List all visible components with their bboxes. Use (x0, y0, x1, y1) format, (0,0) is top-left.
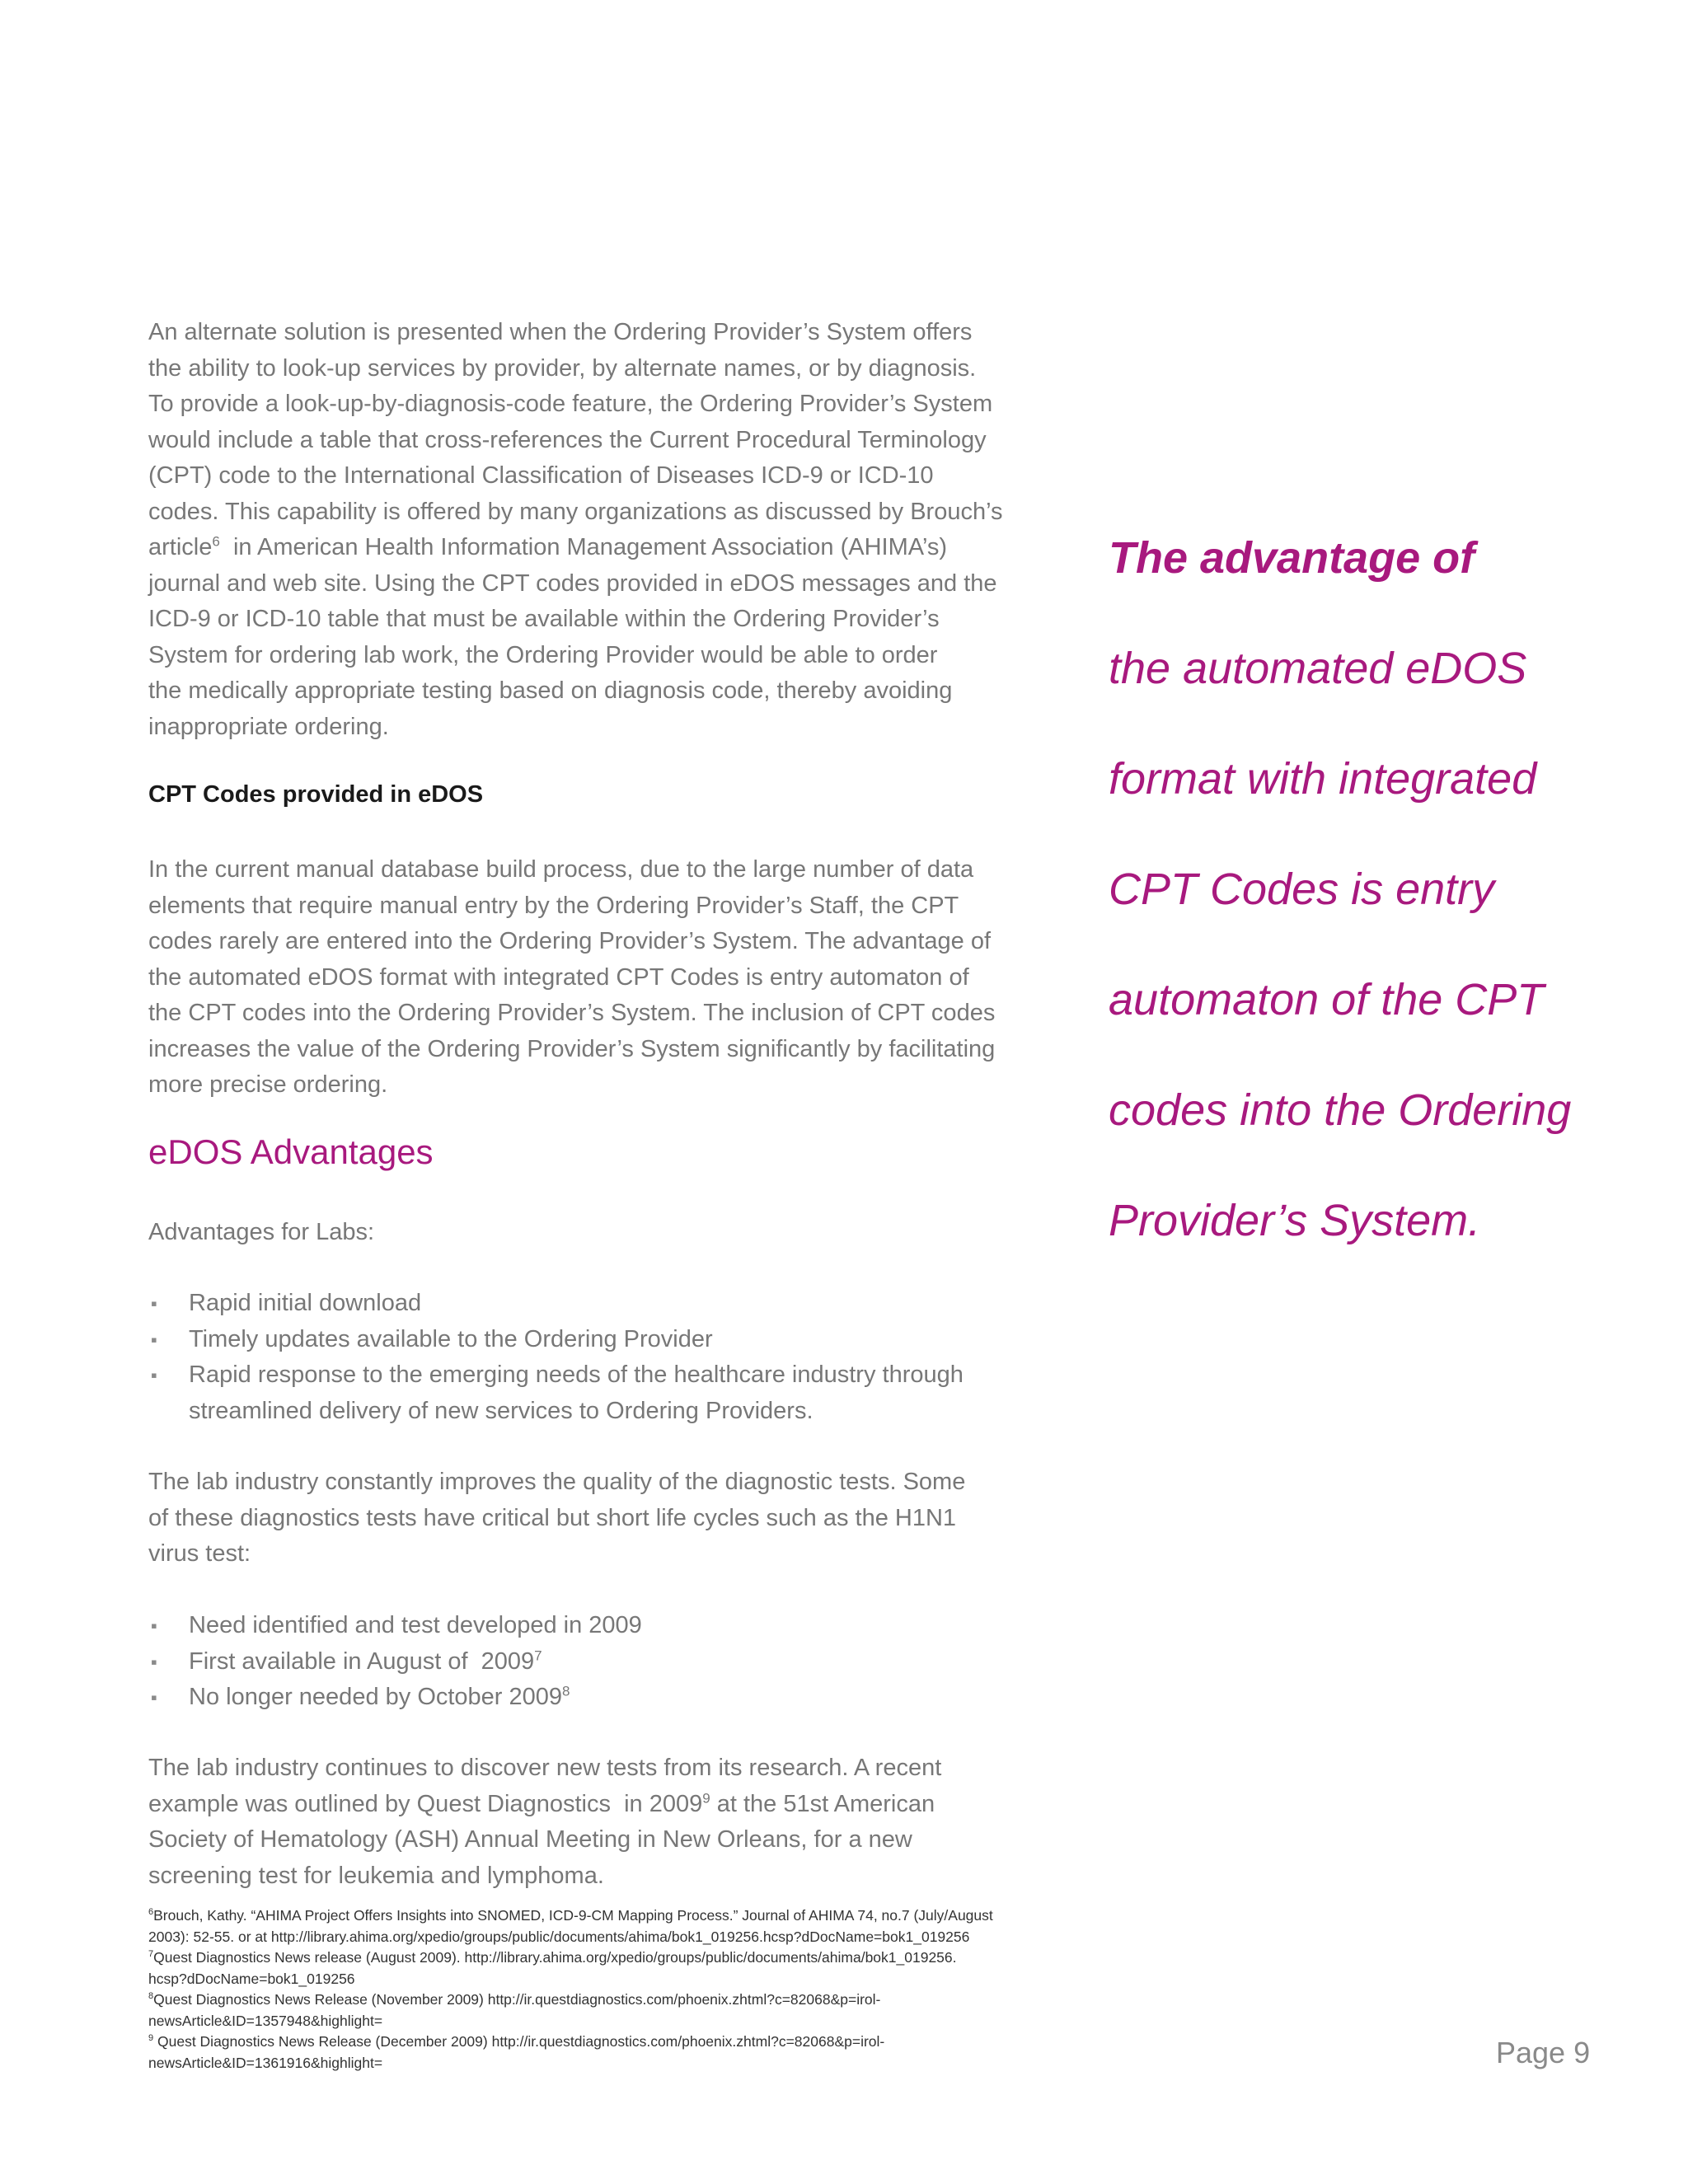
lab-advantages-list-wrap (148, 1286, 1063, 1429)
text-line: System for ordering lab work, the Ordering Provider would be able to order (148, 641, 938, 668)
list-item-text: Need identified and test developed in 2009 (189, 1612, 642, 1638)
text-line: An alternate solution is presented when the Ordering Provider’s System offers (148, 319, 973, 345)
text-line: In the current manual database build process, due to the large number of data (148, 856, 974, 883)
bullet-icon: ▪ (151, 1365, 157, 1385)
footnote-ref-9[interactable]: 9 (702, 1789, 710, 1806)
footnote-ref-6[interactable]: 6 (212, 533, 220, 550)
footnote-9 (148, 2032, 1063, 2074)
advantages-title-wrap (148, 1132, 1063, 1172)
footnote-ref-8[interactable]: 8 (562, 1683, 570, 1699)
text-line: ICD-9 or ICD-10 table that must be available within the Ordering Provider’s (148, 606, 940, 632)
pull-quote (1109, 503, 1603, 1276)
pull-quote-line: the automated eDOS (1109, 644, 1527, 693)
footnote-text[interactable]: Quest Diagnostics News Release (November 2009) http://ir.questdiagnostics.com/phoenix.zhtml?c=82068&p=irol- (153, 1991, 881, 2008)
text-fragment: at the 51st American (710, 1790, 935, 1817)
list-item-text: First available in August of 2009 (189, 1647, 535, 1675)
text-line: the automated eDOS format with integrated CPT Codes is entry automaton of (148, 963, 969, 991)
text-line: journal and web site. Using the CPT codes provided in eDOS messages and the (148, 569, 997, 597)
text-fragment: article (148, 534, 213, 560)
footnote-ref-7[interactable]: 7 (534, 1647, 542, 1663)
footnotes (148, 1905, 1063, 2074)
text-line: To provide a look-up-by-diagnosis-code feature, the Ordering Provider’s System (148, 391, 993, 417)
text-line: virus test: (148, 1540, 251, 1567)
text-line: inappropriate ordering. (148, 713, 389, 740)
list-item-text: Rapid response to the emerging needs of the healthcare industry through (189, 1361, 964, 1388)
lab-advantages-list (148, 1286, 1063, 1429)
text-line: The lab industry continues to discover new tests from its research. A recent (148, 1755, 942, 1781)
h1n1-timeline-list (148, 1608, 1063, 1716)
list-item (148, 1286, 1063, 1322)
text-line: The lab industry constantly improves the quality of the diagnostic tests. Some (148, 1469, 966, 1495)
research-paragraph (148, 1750, 1063, 1894)
text-fragment: in American Health Information Management Association (AHIMA’s) (219, 534, 948, 560)
text-line: codes. This capability is offered by many organizations as discussed by Brouch’s (148, 498, 1003, 525)
text-line (148, 1787, 1063, 1823)
list-item-text: Timely updates available to the Ordering Provider (189, 1325, 713, 1352)
bullet-icon: ▪ (151, 1293, 157, 1314)
footnote-7 (148, 1947, 1063, 1990)
section-title: eDOS Advantages (148, 1132, 434, 1171)
text-line: more precise ordering. (148, 1071, 388, 1098)
pull-quote-line: automaton of the CPT (1109, 975, 1545, 1024)
list-item (148, 1680, 1063, 1716)
pull-quote-line: The advantage of (1109, 533, 1475, 583)
footnote-8 (148, 1990, 1063, 2032)
text-fragment: example was outlined by Quest Diagnostics in 2009 (148, 1790, 703, 1817)
text-line: of these diagnostics tests have critical but short life cycles such as the H1N1 (148, 1504, 957, 1531)
pull-quote-line: format with integrated (1109, 754, 1537, 804)
pull-quote-line: Provider’s System. (1109, 1196, 1481, 1245)
footnote-number: 6 (148, 1907, 154, 1918)
bullet-icon: ▪ (151, 1651, 157, 1672)
footnote-number: 8 (148, 1991, 154, 2002)
list-item (148, 1608, 1063, 1644)
text-line: elements that require manual entry by the Ordering Provider’s Staff, the CPT (148, 892, 959, 919)
cpt-section-heading-wrap (148, 781, 1063, 808)
cpt-paragraph (148, 852, 1063, 1104)
text-line: (CPT) code to the International Classification of Diseases ICD-9 or ICD-10 (148, 462, 934, 489)
lab-industry-paragraph (148, 1465, 1063, 1572)
list-item-text: No longer needed by October 2009 (189, 1684, 563, 1710)
text-line: codes rarely are entered into the Ordering Provider’s System. The advantage of (148, 928, 992, 954)
footnote-number: 9 (148, 2033, 154, 2044)
list-item (148, 1644, 1063, 1680)
text-line: the medically appropriate testing based on diagnosis code, thereby avoiding (148, 677, 953, 704)
text-line: the ability to look-up services by provider, by alternate names, or by diagnosis. (148, 354, 977, 382)
list-item (148, 1322, 1063, 1358)
intro-paragraph (148, 315, 1063, 745)
list-item (148, 1357, 1063, 1429)
footnote-number: 7 (148, 1949, 154, 1960)
bullet-icon: ▪ (151, 1615, 157, 1636)
pull-quote-line: codes into the Ordering (1109, 1085, 1572, 1135)
text-line: the CPT codes into the Ordering Provider’s System. The inclusion of CPT codes (148, 1000, 996, 1026)
bullet-icon: ▪ (151, 1329, 157, 1350)
list-item-text: streamlined delivery of new services to Ordering Providers. (189, 1397, 814, 1424)
text-line: Society of Hematology (ASH) Annual Meeting in New Orleans, for a new (148, 1826, 912, 1853)
footnote-text[interactable]: Quest Diagnostics News Release (December 2009) http://ir.questdiagnostics.com/phoenix.zhtml?c=82068&p=irol- (153, 2033, 885, 2050)
footnote-6 (148, 1905, 1063, 1947)
text-line: screening test for leukemia and lymphoma. (148, 1862, 604, 1889)
pull-quote-line: CPT Codes is entry (1109, 865, 1495, 914)
text-line: increases the value of the Ordering Provider’s System significantly by facilitating (148, 1035, 996, 1062)
labs-label-wrap (148, 1215, 1063, 1251)
text-line (148, 530, 1063, 566)
footnote-text[interactable]: 2003): 52-55. or at http://library.ahima.org/xpedio/groups/public/documents/ahima/bok1_019256.hcsp?dDocName=bok1_019256 (148, 1928, 970, 1945)
footnote-text[interactable]: hcsp?dDocName=bok1_019256 (148, 1970, 355, 1987)
labs-label: Advantages for Labs: (148, 1219, 375, 1245)
list-item-text: Rapid initial download (189, 1290, 422, 1316)
footnote-text[interactable]: newsArticle&ID=1357948&highlight= (148, 2012, 383, 2029)
text-line: would include a table that cross-references the Current Procedural Terminology (148, 426, 987, 453)
footnote-text[interactable]: Quest Diagnostics News release (August 2009). http://library.ahima.org/xpedio/groups/public/documents/ahima/bok1_019256. (153, 1949, 957, 1966)
bullet-icon: ▪ (151, 1687, 157, 1708)
h1n1-timeline-list-wrap (148, 1608, 1063, 1716)
page-number: Page 9 (1496, 2036, 1591, 2069)
cpt-section-heading: CPT Codes provided in eDOS (148, 781, 484, 808)
footnote-text: Brouch, Kathy. “AHIMA Project Offers Insights into SNOMED, ICD-9-CM Mapping Process.” Journal of AHIMA 74, no.7 (July/August (153, 1907, 993, 1924)
footnote-text[interactable]: newsArticle&ID=1361916&highlight= (148, 2054, 383, 2071)
